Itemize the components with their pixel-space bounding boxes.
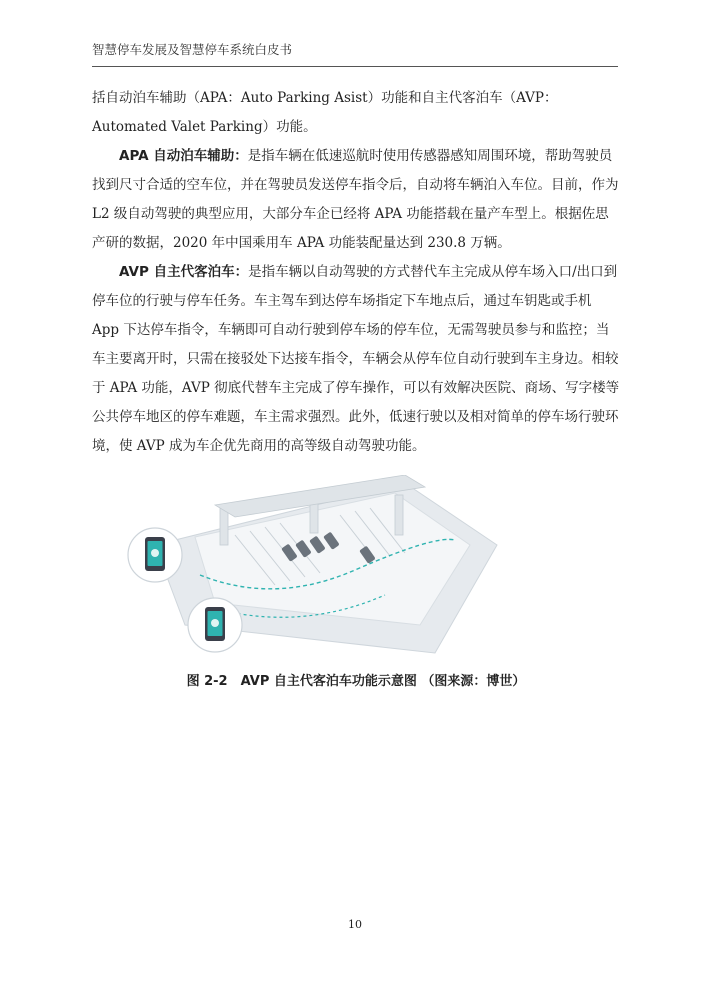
apa-body-text: 是指车辆在低速巡航时使用传感器感知周围环境，帮助驾驶员找到尺寸合适的空车位，并在驾驶员发送停车指令后，自动将车辆泊入车位。目前，作为 L2 级自动驾驶的典型应用，大部分车企已经将 APA 功能搭载在量产车型上。根据佐思产研的数据，2020 年中国乘用车 APA 功能装配量达到 230.8 万辆。: [92, 148, 619, 251]
avp-body-text: 是指车辆以自动驾驶的方式替代车主完成从停车场入口/出口到停车位的行驶与停车任务。车主驾车到达停车场指定下车地点后，通过车钥匙或手机 App 下达停车指令，车辆即可自动行驶到停车场的停车位，无需驾驶员参与和监控；当车主要离开时，只需在接驳处下达接车指令，车辆会从停车位自动行驶到车主身边。相较于 APA 功能，AVP 彻底代替车主完成了停车操作，可以有效解决医院、商场、写字楼等公共停车地区的停车难题，车主需求强烈。此外，低速行驶以及相对简单的停车场行驶环境，使 AVP 成为车企优先商用的高等级自动驾驶功能。: [92, 264, 620, 454]
header-divider: [92, 66, 618, 67]
page-number: 10: [348, 918, 362, 931]
avp-lead-term: AVP 自主代客泊车：: [119, 264, 249, 280]
apa-paragraph: [92, 142, 620, 258]
intro-paragraph: 括自动泊车辅助（APA：Auto Parking Asist）功能和自主代客泊车（AVP：Automated Valet Parking）功能。: [92, 90, 558, 135]
avp-illustration: [125, 475, 500, 660]
running-header: 智慧停车发展及智慧停车系统白皮书: [92, 42, 293, 57]
apa-lead-term: APA 自动泊车辅助：: [119, 148, 248, 164]
avp-paragraph: [92, 258, 620, 461]
phone-callout-2: [188, 598, 242, 652]
figure-caption: 图 2-2 AVP 自主代客泊车功能示意图 （图来源：博世）: [186, 674, 526, 689]
phone-callout-1: [128, 528, 182, 582]
